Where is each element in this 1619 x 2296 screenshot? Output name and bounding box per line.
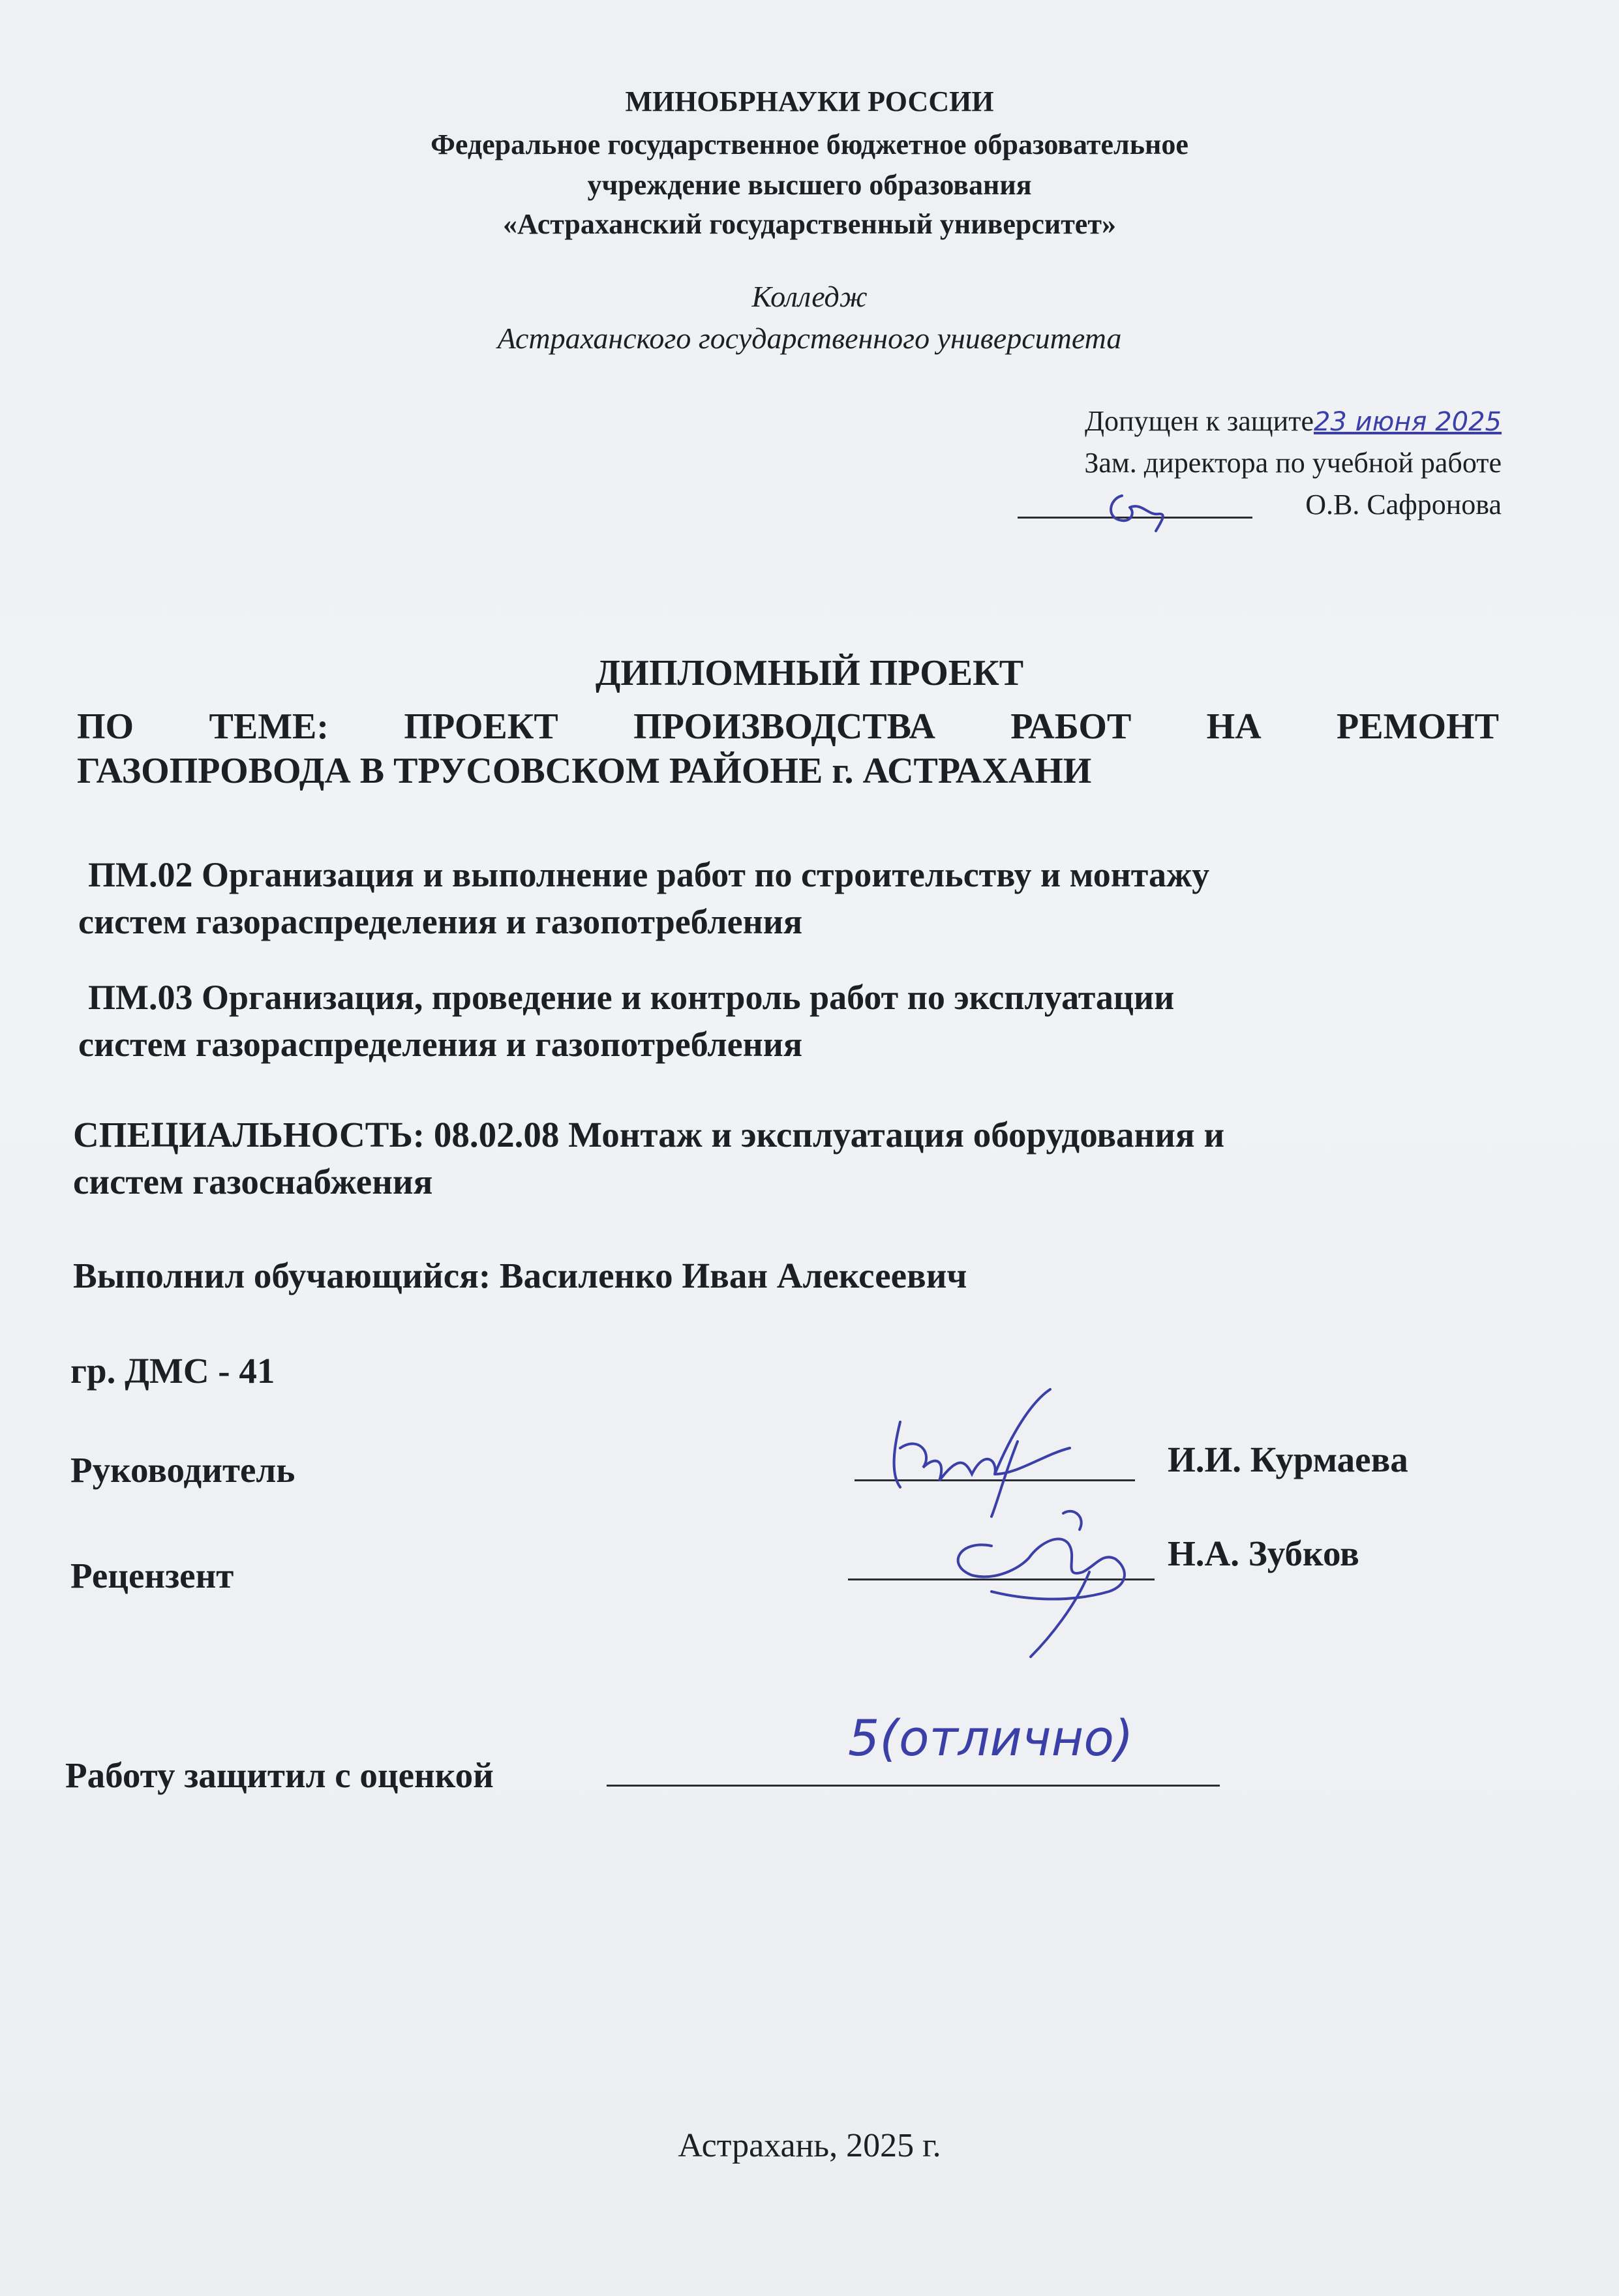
admitted-to-defense — [1085, 404, 1502, 438]
pm03-line-1: ПМ.03 Организация, проведение и контроль работ по эксплуатации — [88, 978, 1175, 1017]
specialty-line-1: СПЕЦИАЛЬНОСТЬ: 08.02.08 Монтаж и эксплуатация оборудования и — [73, 1115, 1225, 1155]
grade-handwritten: 5(отлично) — [848, 1709, 1134, 1767]
theme-line-2: ГАЗОПРОВОДА В ТРУСОВСКОМ РАЙОНЕ г. АСТРАХАНИ — [77, 751, 1092, 791]
theme-word: РАБОТ — [1010, 706, 1132, 747]
university-name: «Астраханский государственный университет» — [503, 208, 1116, 240]
theme-word: РЕМОНТ — [1337, 706, 1499, 747]
theme-block — [77, 704, 1499, 793]
admitted-date-handwritten: 23 июня 2025 — [1313, 407, 1502, 437]
group-line: гр. ДМС - 41 — [70, 1351, 275, 1391]
admitted-label: Допущен к защите — [1084, 405, 1314, 437]
college-line-2: Астраханского государственного университета — [497, 322, 1122, 355]
student-line: Выполнил обучающийся: Василенко Иван Алексеевич — [73, 1256, 967, 1295]
deputy-title: Зам. директора по учебной работе — [1084, 447, 1502, 479]
theme-word: ПРОЕКТ — [404, 706, 558, 747]
grade-underline — [607, 1785, 1220, 1787]
reviewer-label: Рецензент — [70, 1556, 234, 1595]
pm02-line-2: систем газораспределения и газопотребления — [78, 902, 803, 941]
theme-word: ПРОИЗВОДСТВА — [633, 706, 935, 747]
reviewer-signature — [933, 1494, 1168, 1667]
ministry-heading: МИНОБРНАУКИ РОССИИ — [625, 85, 994, 117]
theme-word: НА — [1206, 706, 1262, 747]
supervisor-label: Руководитель — [70, 1450, 295, 1490]
theme-word: ТЕМЕ: — [209, 706, 329, 747]
pm03-line-2: систем газораспределения и газопотребления — [78, 1025, 803, 1064]
reviewer-name: Н.А. Зубков — [1168, 1533, 1359, 1573]
defense-label: Работу защитил с оценкой — [65, 1755, 494, 1795]
supervisor-name: И.И. Курмаева — [1168, 1440, 1408, 1479]
institution-line-2: учреждение высшего образования — [587, 169, 1032, 201]
pm02-line-1: ПМ.02 Организация и выполнение работ по строительству и монтажу — [88, 855, 1210, 894]
institution-line-1: Федеральное государственное бюджетное образовательное — [431, 128, 1188, 160]
theme-word: ПО — [77, 706, 134, 747]
city-year: Астрахань, 2025 г. — [678, 2127, 941, 2164]
deputy-signature — [1096, 476, 1187, 538]
college-line-1: Колледж — [751, 280, 868, 313]
deputy-name: О.В. Сафронова — [1305, 489, 1502, 521]
theme-line-1 — [77, 704, 1499, 749]
document-title: ДИПЛОМНЫЙ ПРОЕКТ — [595, 653, 1024, 693]
specialty-line-2: систем газоснабжения — [73, 1162, 433, 1201]
